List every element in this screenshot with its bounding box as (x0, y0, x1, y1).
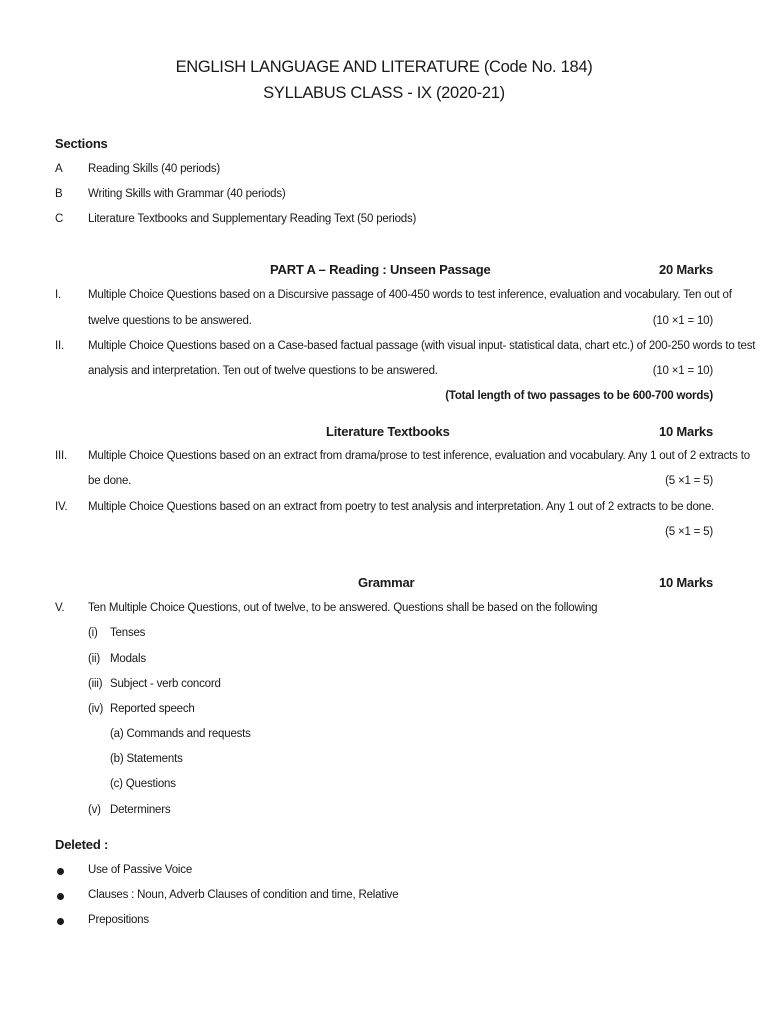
question-iii-line-2: be done. (88, 475, 132, 487)
passage-length-note: (Total length of two passages to be 600-700 words) (445, 390, 713, 402)
sections-heading: Sections (55, 136, 108, 151)
part-a-marks: 20 Marks (658, 262, 713, 277)
question-number-iv: IV. (55, 501, 68, 513)
grammar-topic-number: (iv) (88, 703, 104, 715)
literature-heading: Literature Textbooks (326, 424, 450, 439)
question-i-line-2: twelve questions to be answered. (88, 315, 252, 327)
question-v-line-1: Ten Multiple Choice Questions, out of twelve, to be answered. Questions shall be based on the following (88, 602, 598, 614)
question-ii-line-1: Multiple Choice Questions based on a Case-based factual passage (with visual input- statistical data, chart etc.) of 200-250 words to test (88, 340, 756, 352)
grammar-topic-modals: Modals (110, 653, 146, 665)
question-number-i: I. (55, 289, 61, 301)
deleted-item-passive-voice: Use of Passive Voice (88, 864, 193, 876)
section-text-b: Writing Skills with Grammar (40 periods) (88, 188, 286, 200)
grammar-heading: Grammar (358, 575, 415, 590)
bullet-icon (57, 918, 64, 925)
section-text-a: Reading Skills (40 periods) (88, 163, 221, 175)
deleted-heading: Deleted : (55, 837, 109, 852)
question-iii-line-1: Multiple Choice Questions based on an extract from drama/prose to test inference, evaluation and vocabulary. Any 1 out of 2 extracts to (88, 450, 750, 462)
part-a-heading: PART A – Reading : Unseen Passage (270, 262, 491, 277)
grammar-topic-number: (i) (88, 627, 98, 639)
grammar-topic-tenses: Tenses (110, 627, 146, 639)
deleted-item-clauses: Clauses : Noun, Adverb Clauses of condition and time, Relative (88, 889, 399, 901)
grammar-topic-determiners: Determiners (110, 804, 171, 816)
deleted-item-prepositions: Prepositions (88, 914, 149, 926)
grammar-subtopic: (a) Commands and requests (110, 728, 251, 740)
document-title: ENGLISH LANGUAGE AND LITERATURE (Code No. 184) (175, 58, 593, 76)
literature-marks: 10 Marks (658, 424, 713, 439)
grammar-topic-number: (v) (88, 804, 101, 816)
bullet-icon (57, 893, 64, 900)
grammar-marks: 10 Marks (658, 575, 713, 590)
question-iii-score: (5 ×1 = 5) (665, 475, 713, 487)
question-ii-score: (10 ×1 = 10) (652, 365, 713, 377)
grammar-topic-concord: Subject - verb concord (110, 678, 221, 690)
bullet-icon (57, 868, 64, 875)
document-subtitle: SYLLABUS CLASS - IX (2020-21) (263, 84, 505, 102)
grammar-subtopic: (c) Questions (110, 778, 176, 790)
grammar-topic-reported-speech: Reported speech (110, 703, 195, 715)
section-key-c: C (55, 213, 64, 225)
question-number-iii: III. (55, 450, 67, 462)
question-ii-line-2: analysis and interpretation. Ten out of twelve questions to be answered. (88, 365, 438, 377)
question-iv-line-1: Multiple Choice Questions based on an extract from poetry to test analysis and interpretation. Any 1 out of 2 extracts to be done. (88, 501, 715, 513)
section-text-c: Literature Textbooks and Supplementary Reading Text (50 periods) (88, 213, 417, 225)
question-iv-score: (5 ×1 = 5) (665, 526, 713, 538)
grammar-topic-number: (ii) (88, 653, 100, 665)
section-key-a: A (55, 163, 63, 175)
question-i-score: (10 ×1 = 10) (652, 315, 713, 327)
question-number-ii: II. (55, 340, 64, 352)
question-number-v: V. (55, 602, 65, 614)
grammar-topic-number: (iii) (88, 678, 103, 690)
section-key-b: B (55, 188, 63, 200)
grammar-subtopic: (b) Statements (110, 753, 183, 765)
question-i-line-1: Multiple Choice Questions based on a Discursive passage of 400-450 words to test inference, evaluation and vocabulary. Ten out of (88, 289, 732, 301)
